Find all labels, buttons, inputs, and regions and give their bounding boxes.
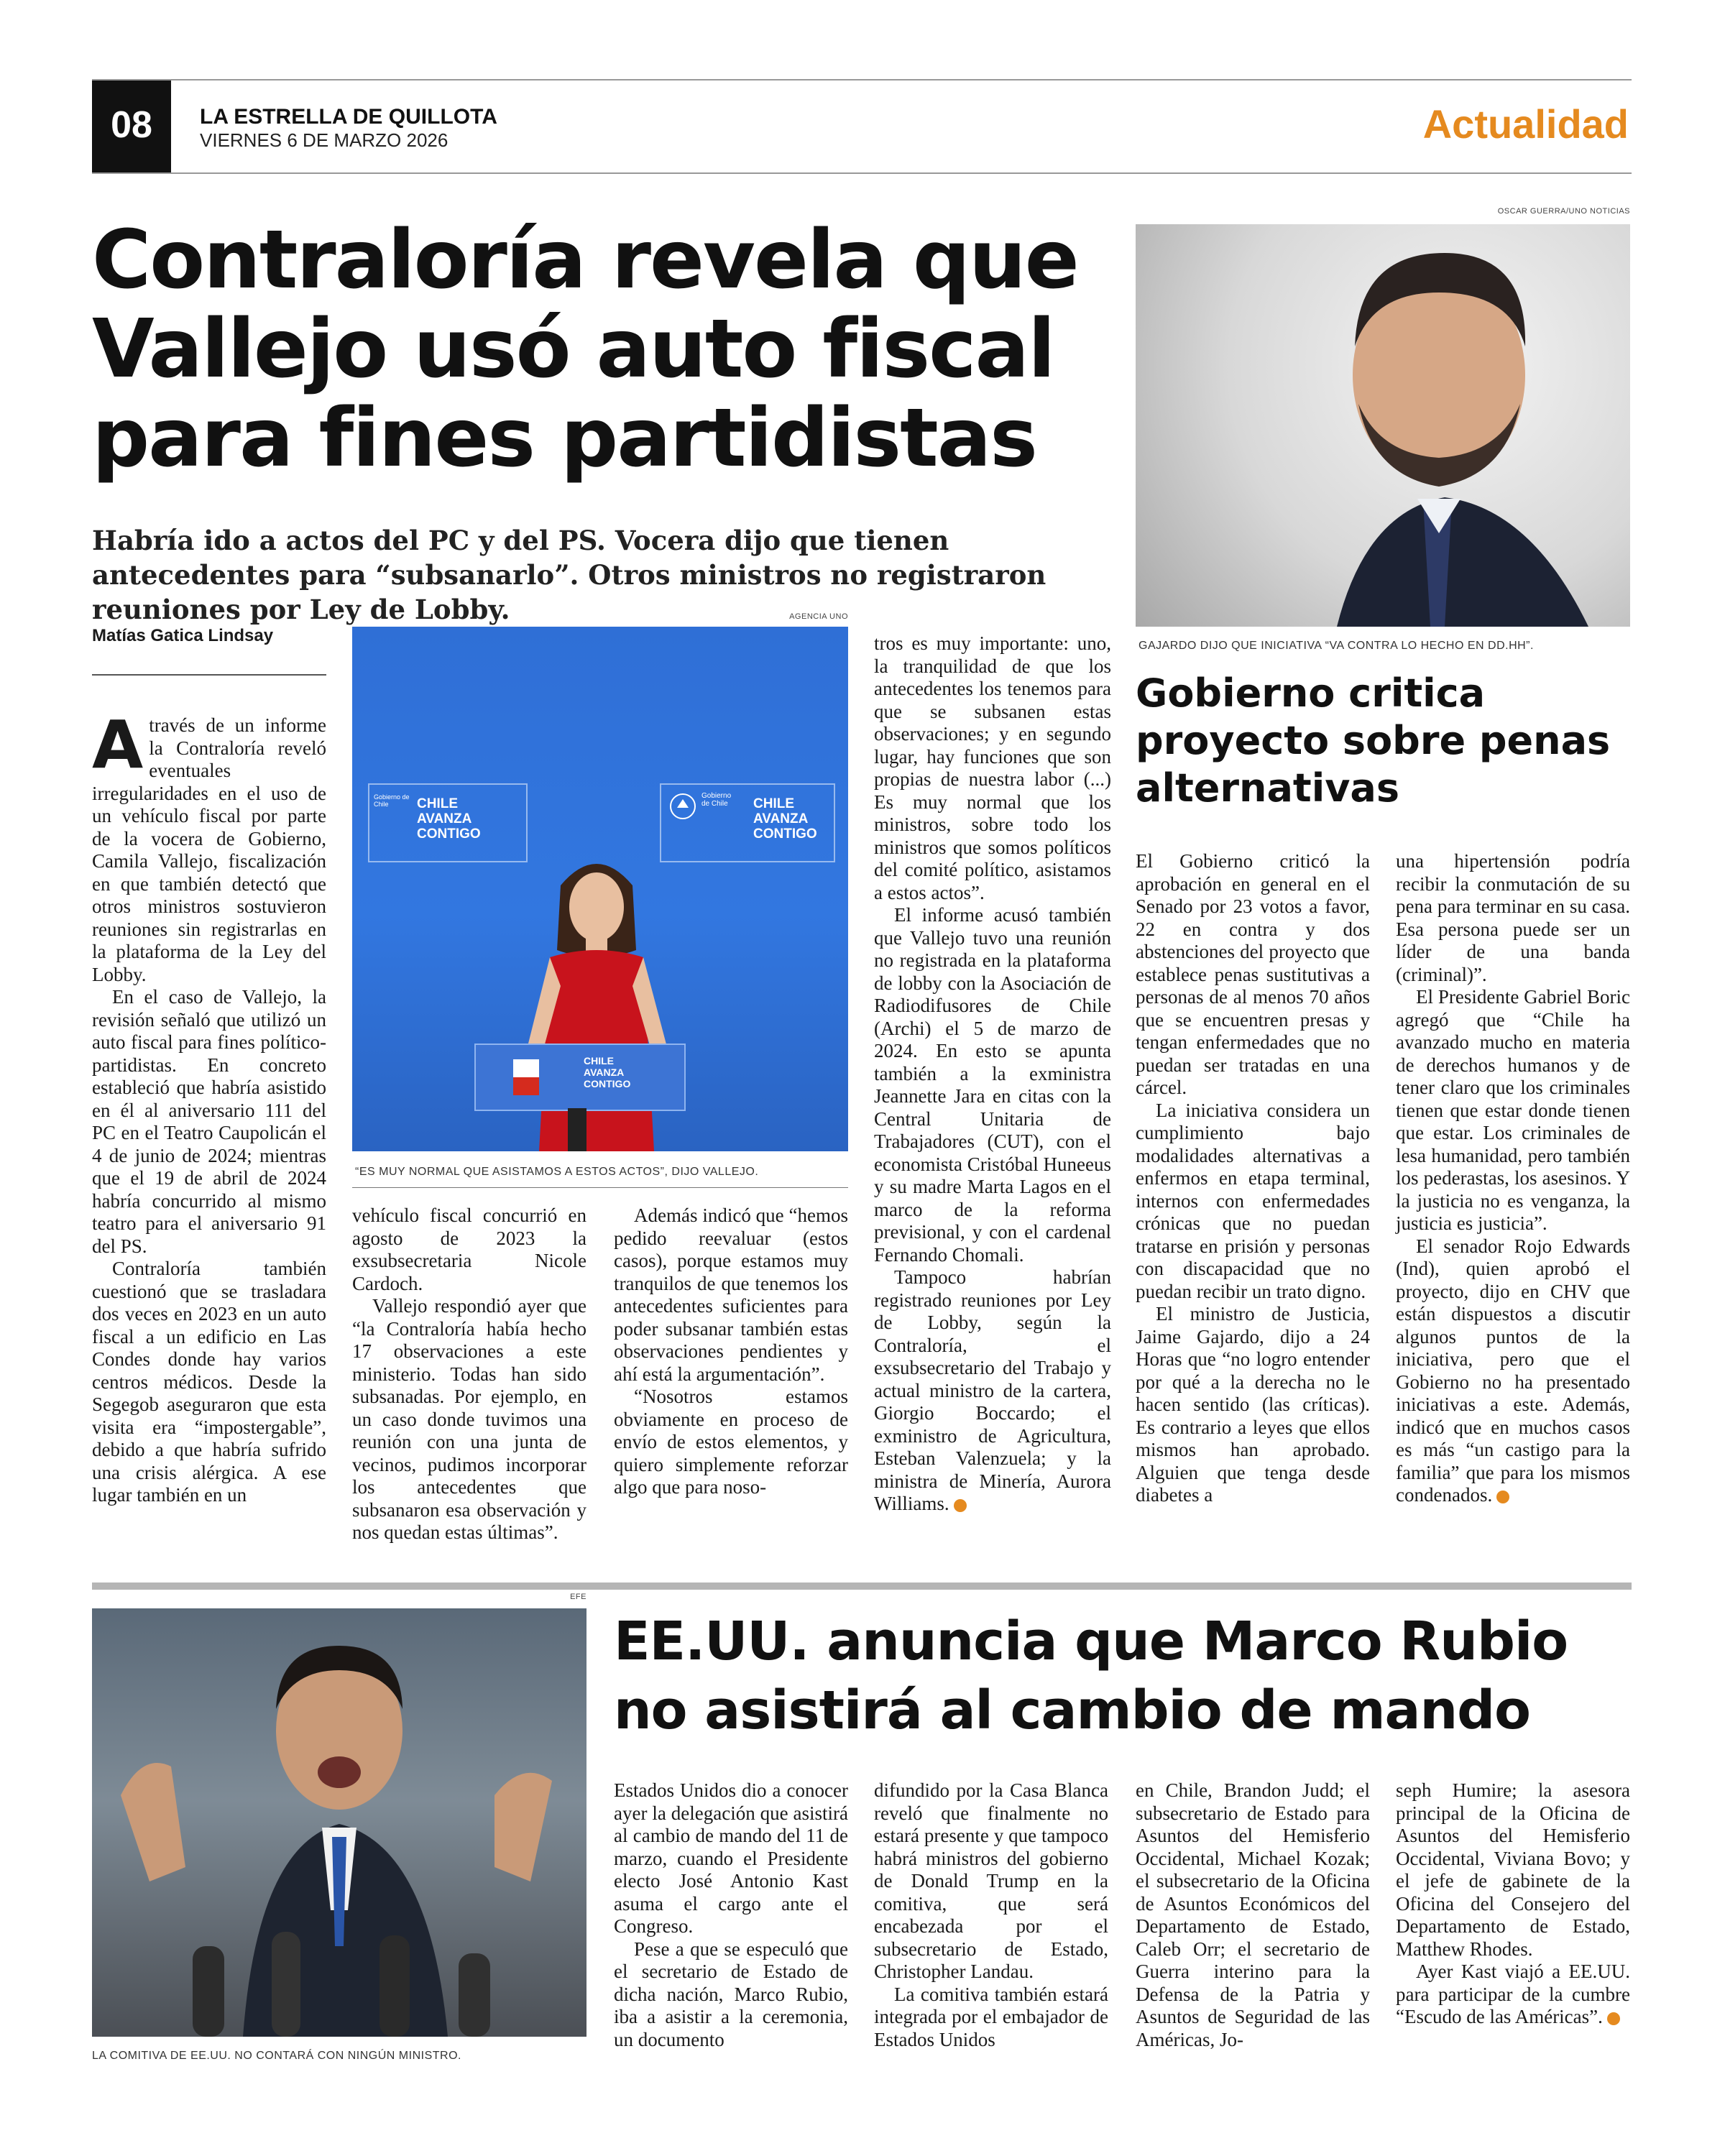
side-col1-para-2: La iniciativa considera un cumplimiento bajo modalidades alternativas a enfermos en etapa terminal, internos con enfermedades crónicas que no puedan tratarse en prisión y personas con discapacidad que no puedan recibir un trato digno. <box>1136 1099 1370 1302</box>
lectern-slogan: CHILE AVANZA CONTIGO <box>584 1055 631 1089</box>
bottom-photo-caption: LA COMITIVA DE EE.UU. NO CONTARÁ CON NINGÚN MINISTRO. <box>92 2050 461 2062</box>
lead-column-1 <box>92 706 326 1507</box>
lead-col4-para-1: tros es muy importante: uno, la tranquilidad de que los antecedentes los tenemos para que se subsanen estas observaciones; y en segundo lugar, hay funciones que son propias de nuestra labor (...) Es muy normal que los ministros, sobre todo los ministros que somos políticos del comité político, asistamos a estos actos”. <box>874 632 1111 903</box>
page-number: 08 <box>111 104 152 146</box>
lead-headline: Contraloría revela que Vallejo usó auto fiscal para fines partidistas <box>92 213 1078 485</box>
lectern-stand <box>568 1108 586 1151</box>
lead-column-4 <box>874 632 1111 1516</box>
bottom-col3-para-1: en Chile, Brandon Judd; el subsecretario de Estado para Asuntos del Hemisferio Occidental, Michael Kozak; el subsecretario de la Oficina de Asuntos Económicos del Departamento de Estado, Caleb Orr; el secretario de Guerra interino para la Defensa de la Patria y Asuntos de Seguridad de las Américas, Jo- <box>1136 1779 1370 2050</box>
lead-photo <box>352 627 848 1151</box>
lectern <box>474 1044 686 1111</box>
side-col1-para-3: El ministro de Justicia, Jaime Gajardo, dijo a 24 Horas que “no logro entender por qué a la derecha no le hacen sentido (las críticas). Es contrario a leyes que ellos mismos han aprobado. Alguien que tenga desde diabetes a <box>1136 1303 1370 1506</box>
end-of-story-icon: ✿ <box>1607 2012 1620 2025</box>
byline-rule <box>92 674 326 676</box>
bottom-photo-credit: EFE <box>570 1593 586 1601</box>
chile-shield-icon <box>668 792 697 821</box>
bottom-photo <box>92 1608 586 2037</box>
lead-column-3 <box>614 1204 848 1499</box>
bottom-col2-para-2: La comitiva también estará integrada por el embajador de Estados Unidos <box>874 1983 1108 2050</box>
rubio-figure <box>92 1608 586 2037</box>
page-number-box <box>92 80 171 172</box>
bottom-col4-para-2: Ayer Kast viajó a EE.UU. para participar de la cumbre “Escudo de las Américas”. ✿ <box>1396 1961 1635 2027</box>
header-top-rule <box>92 79 1632 80</box>
side-column-2 <box>1396 850 1630 1507</box>
lead-col2-para-2: Vallejo respondió ayer que “la Contraloría había hecho 17 observaciones a este ministerio. Todas han sido subsanadas. Por ejemplo, en un caso donde tuvimos una reunión con una junta de vecinos, pudimos incorporar los antecedentes que subsanaron esa observación y nos quedan estas últimas”. <box>352 1295 586 1543</box>
bottom-headline: EE.UU. anuncia que Marco Rubio no asistirá al cambio de mando <box>614 1611 1568 1741</box>
bottom-col1-para-1: Estados Unidos dio a conocer ayer la delegación que asistirá al cambio de mando del 11 de marzo, cuando el Presidente electo José Antonio Kast asuma el cargo ante el Congreso. <box>614 1779 848 1937</box>
side-photo-credit: OSCAR GUERRA/UNO NOTICIAS <box>1497 207 1630 216</box>
byline: Matías Gatica Lindsay <box>92 626 274 645</box>
side-column-1 <box>1136 850 1370 1507</box>
side-photo-caption: GAJARDO DIJO QUE INICIATIVA “VA CONTRA LO HECHO EN DD.HH”. <box>1138 640 1534 652</box>
backdrop-brand-right: Gobierno de Chile <box>702 792 732 808</box>
lead-col3-para-2: “Nosotros estamos obviamente en proceso de envío de estos elementos, y quiero simplemente reforzar algo que para noso- <box>614 1386 848 1498</box>
bottom-column-2 <box>874 1779 1108 2051</box>
lead-col1-para-1: Através de un informe la Contraloría reveló eventuales irregularidades en el uso de un vehículo fiscal por parte de la vocera de Gobierno, Camila Vallejo, fiscalización en que también detectó que otros ministros sostuvieron reuniones sin registrarlas en la plataforma de la Ley del Lobby. <box>92 706 326 985</box>
section-label: Actualidad <box>1422 101 1629 147</box>
side-col2-para-3: El senador Rojo Edwards (Ind), quien aprobó el proyecto, dijo en CHV que están dispuestos a discutir algunos puntos de la iniciativa, pero que el Gobierno no ha presentado iniciativas a este. Además, indicó que en muchos casos es más “un castigo para la familia” que para los mismos condenados. ✿ <box>1396 1235 1630 1506</box>
bottom-col2-para-1: difundido por la Casa Blanca reveló que finalmente no estará presente y que tampoco habrá ministros del gobierno de Donald Trump en la comitiva, que será encabezada por el subsecretario de Estado, Christopher Landau. <box>874 1779 1108 1982</box>
lead-deck: Habría ido a actos del PC y del PS. Vocera dijo que tienen antecedentes para “subsanarlo”. Otros ministros no registraron reuniones por Ley de Lobby. <box>92 525 1046 625</box>
issue-date: VIERNES 6 DE MARZO 2026 <box>200 129 448 151</box>
backdrop-brand-left: Gobierno de Chile <box>374 793 410 808</box>
bottom-col4-para-1: seph Humire; la asesora principal de la Oficina de Asuntos del Hemisferio Occidental, Viviana Bovo; y el jefe de gabinete de la Oficina del Consejero del Departamento de Estado, Matthew Rhodes. <box>1396 1779 1630 1960</box>
lead-photo-caption: “ES MUY NORMAL QUE ASISTAMOS A ESTOS ACTOS”, DIJO VALLEJO. <box>355 1166 759 1178</box>
bottom-col1-para-2: Pese a que se especuló que el secretario de Estado de dicha nación, Marco Rubio, iba a asistir a la ceremonia, un documento <box>614 1938 848 2050</box>
side-headline: Gobierno critica proyecto sobre penas alternativas <box>1136 671 1611 811</box>
lectern-flag <box>513 1059 539 1095</box>
side-col2-para-2: El Presidente Gabriel Boric agregó que “Chile ha avanzado mucho en materia de derechos humanos y de tener claro que los criminales tienen que estar donde tienen que estar. Los criminales de lesa humanidad, pero también los pederastas, los asesinos. Y la justicia no es venganza, la justicia es justicia”. <box>1396 986 1630 1234</box>
end-of-story-icon: ✿ <box>1496 1491 1509 1503</box>
section-divider <box>92 1583 1632 1590</box>
side-col1-para-1: El Gobierno criticó la aprobación en general en el Senado por 23 votos a favor, 22 en contra y dos abstenciones del proyecto que establece penas sustitutivas a personas de al menos 70 años que se encuentren presas y tengan enfermedades que no puedan ser tratadas en una cárcel. <box>1136 850 1370 1098</box>
lead-col4-para-3: Tampoco habrían registrado reuniones por Ley de Lobby, según la Contraloría, el exsubsecretario del Trabajo y actual ministro de la cartera, Giorgio Boccardo; el exministro de Agricultura, Esteban Valenzuela; y la ministra de Minería, Aurora Williams. ✿ <box>874 1266 1111 1514</box>
lead-col1-para-3: Contraloría también cuestionó que se trasladara dos veces en 2023 en un auto fiscal a un edificio en Las Condes donde hay varios centros médicos. Desde la Segegob aseguraron que esta visita era “impostergable”, debido a que habría sufrido una crisis alérgica. A ese lugar también en un <box>92 1258 326 1506</box>
bottom-column-1 <box>614 1779 848 2051</box>
backdrop-slogan-left: CHILE AVANZA CONTIGO <box>417 796 481 842</box>
dropcap: A <box>92 706 144 783</box>
paper-name: LA ESTRELLA DE QUILLOTA <box>200 105 497 129</box>
lead-col1-para-2: En el caso de Vallejo, la revisión señaló que utilizó un auto fiscal para fines político-partidistas. En concreto estableció que habría asistido en él al aniversario 111 del PC en el Teatro Caupolicán el 4 de junio de 2024; mientras que el 19 de abril de 2024 habría concurrido al mismo teatro para el aniversario 91 del PS. <box>92 986 326 1257</box>
backdrop-slogan-right: CHILE AVANZA CONTIGO <box>753 796 817 842</box>
header-bottom-rule <box>92 172 1632 174</box>
side-col2-para-1: una hipertensión podría recibir la conmutación de su pena para terminar en su casa. Esa persona puede ser un líder de una banda (criminal)”. <box>1396 850 1630 985</box>
bottom-column-4 <box>1396 1779 1635 2029</box>
lead-photo-credit: AGENCIA UNO <box>789 612 848 621</box>
lead-col3-para-1: Además indicó que “hemos pedido reevaluar (estos casos), porque estamos muy tranquilos de que tenemos los antecedentes suficientes para poder subsanar también estas observaciones pendientes y ahí está la argumentación”. <box>614 1204 848 1385</box>
lead-column-2 <box>352 1204 586 1544</box>
bottom-column-3 <box>1136 1779 1370 2051</box>
lead-col2-para-1: vehículo fiscal concurrió en agosto de 2023 la exsubsecretaria Nicole Cardoch. <box>352 1204 586 1294</box>
end-of-story-icon: ✿ <box>954 1499 967 1512</box>
lead-col4-para-2: El informe acusó también que Vallejo tuvo una reunión no registrada en la plataforma de lobby con la Asociación de Radiodifusores de Chile (Archi) el 5 de marzo de 2024. En esto se apunta también a la exministra Jeannette Jara en citas con la Central Unitaria de Trabajadores (CUT), con el economista Cristóbal Huneeus y su madre Marta Lagos en el marco de la reforma previsional, y con el cardenal Fernando Chomali. <box>874 904 1111 1266</box>
minister-portrait <box>1251 224 1630 627</box>
lead-caption-rule <box>352 1187 848 1188</box>
side-photo <box>1136 224 1630 627</box>
